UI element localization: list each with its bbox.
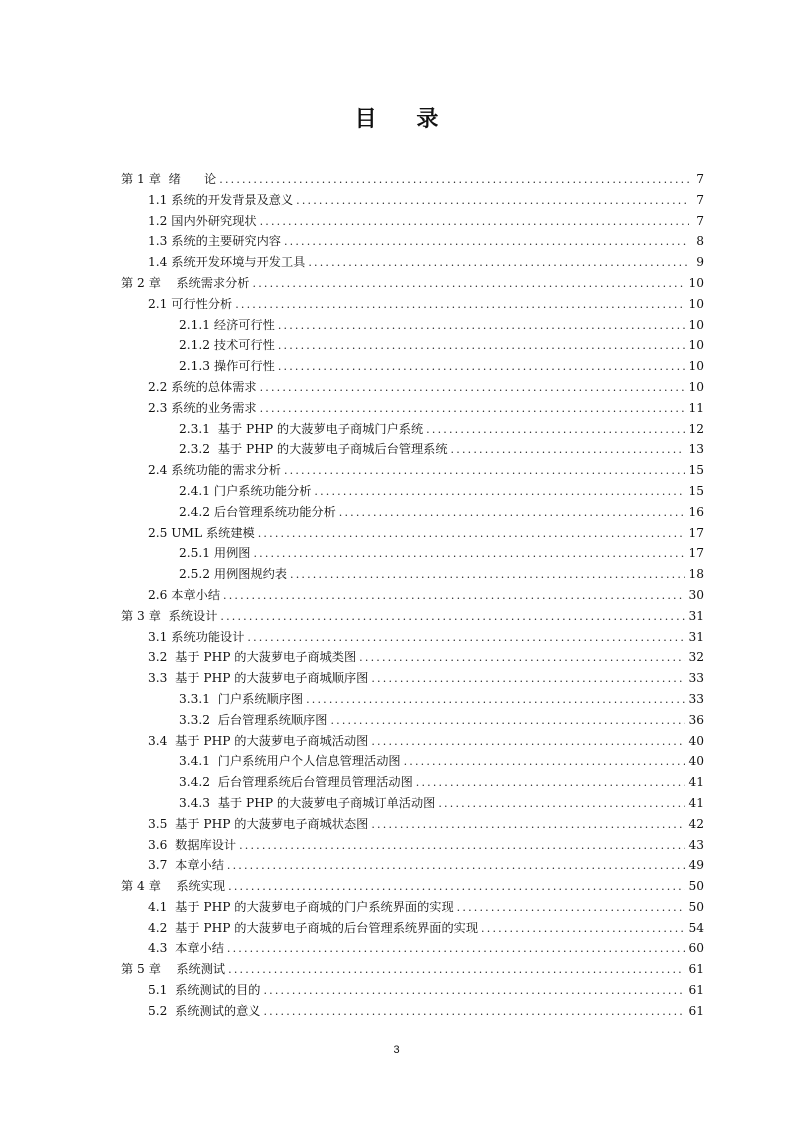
toc-entry-page: 10 [688, 275, 704, 290]
dot-leader [220, 610, 685, 623]
toc-entry-page: 31 [688, 608, 704, 623]
toc-entry-label: 2.1.2 技术可行性 [179, 338, 275, 353]
dot-leader [371, 818, 685, 831]
toc-entry-label: 3.4.1 门户系统用户个人信息管理活动图 [179, 754, 401, 769]
toc-entry-page: 8 [696, 234, 704, 249]
toc-entry[interactable] [121, 440, 704, 461]
toc-entry[interactable] [121, 420, 704, 441]
toc-entry[interactable] [121, 544, 704, 565]
toc-entry-page: 41 [688, 775, 704, 790]
dot-leader [239, 839, 685, 852]
toc-entry[interactable] [121, 690, 704, 711]
toc-entry-page: 54 [688, 920, 704, 935]
toc-entry-label: 第 5 章 系统测试 [121, 962, 226, 977]
toc-entry-page: 9 [696, 255, 704, 270]
toc-entry-label: 3.2 基于 PHP 的大菠萝电子商城类图 [148, 650, 357, 665]
dot-leader [253, 277, 686, 290]
toc-entry[interactable] [121, 503, 704, 524]
toc-entry[interactable] [121, 773, 704, 794]
toc-entry-page: 7 [696, 172, 704, 186]
toc-entry-label: 3.3.2 后台管理系统顺序图 [179, 712, 328, 727]
toc-entry-label: 2.4 系统功能的需求分析 [148, 463, 281, 478]
toc-entry-page: 49 [688, 858, 704, 873]
toc-entry-label: 3.4.3 基于 PHP 的大菠萝电子商城订单活动图 [179, 795, 436, 810]
dot-leader [451, 443, 686, 456]
toc-entry-page: 31 [688, 629, 704, 644]
dot-leader [481, 922, 685, 935]
toc-entry-label: 第 2 章 系统需求分析 [121, 275, 250, 290]
dot-leader [290, 568, 685, 581]
toc-entry-page: 13 [688, 442, 704, 457]
toc-entry-label: 第 1 章 绪 论 [121, 172, 217, 186]
dot-leader [416, 776, 686, 789]
toc-entry-page: 61 [688, 962, 704, 977]
toc-entry[interactable] [121, 565, 704, 586]
toc-entry[interactable] [121, 856, 704, 877]
toc-entry-page: 33 [688, 671, 704, 686]
toc-entry-page: 60 [688, 941, 704, 956]
toc-entry-page: 7 [696, 192, 704, 207]
toc-entry[interactable] [121, 336, 704, 357]
dot-leader [227, 859, 686, 872]
toc-entry[interactable] [121, 586, 704, 607]
toc-entry-page: 40 [688, 754, 704, 769]
dot-leader [260, 381, 686, 394]
toc-entry[interactable] [121, 295, 704, 316]
dot-leader [426, 423, 685, 436]
toc-entry[interactable] [121, 960, 704, 981]
dot-leader [235, 298, 685, 311]
dot-leader [306, 693, 685, 706]
toc-entry-label: 1.2 国内外研究现状 [148, 213, 257, 228]
toc-entry-page: 61 [688, 1003, 704, 1018]
toc-entry-page: 18 [688, 567, 704, 582]
toc-entry-label: 2.1.3 操作可行性 [179, 359, 275, 374]
toc-entry[interactable] [121, 939, 704, 960]
toc-entry[interactable] [121, 170, 704, 191]
toc-entry[interactable] [121, 919, 704, 940]
toc-entry[interactable] [121, 836, 704, 857]
toc-entry[interactable] [121, 648, 704, 669]
page-number: 3 [393, 1044, 400, 1056]
toc-entry-label: 4.1 基于 PHP 的大菠萝电子商城的门户系统界面的实现 [148, 899, 454, 914]
dot-leader [371, 735, 685, 748]
toc-entry-page: 12 [688, 421, 704, 436]
toc-entry[interactable] [121, 461, 704, 482]
dot-leader [308, 256, 689, 269]
dot-leader [284, 464, 686, 477]
toc-entry-page: 32 [688, 650, 704, 665]
toc-entry[interactable] [121, 316, 704, 337]
toc-entry[interactable] [121, 482, 704, 503]
toc-entry-page: 10 [688, 317, 704, 332]
toc-entry-page: 17 [688, 546, 704, 561]
page-title: 目 录 [354, 106, 455, 132]
toc-entry-page: 33 [688, 691, 704, 706]
dot-leader [260, 215, 689, 228]
toc-entry-label: 2.2 系统的总体需求 [148, 379, 257, 394]
toc-entry-label: 2.4.2 后台管理系统功能分析 [179, 504, 336, 519]
toc-entry-label: 5.2 系统测试的意义 [148, 1003, 261, 1018]
toc-entry[interactable] [121, 399, 704, 420]
dot-leader [258, 527, 686, 540]
dot-leader [339, 506, 686, 519]
toc-entry-page: 15 [688, 483, 704, 498]
dot-leader [278, 360, 686, 373]
toc-entry-label: 2.6 本章小结 [148, 587, 221, 602]
toc-entry-page: 42 [688, 816, 704, 831]
dot-leader [253, 547, 685, 560]
toc-entry-page: 50 [688, 899, 704, 914]
toc-entry-label: 4.3 本章小结 [148, 941, 224, 956]
dot-leader [278, 339, 686, 352]
toc-entry[interactable] [121, 628, 704, 649]
toc-entry-label: 3.3 基于 PHP 的大菠萝电子商城顺序图 [148, 671, 369, 686]
dot-leader [359, 651, 685, 664]
toc-entry[interactable] [121, 232, 704, 253]
toc-entry-label: 2.3.1 基于 PHP 的大菠萝电子商城门户系统 [179, 421, 424, 436]
toc-entry-label: 5.1 系统测试的目的 [148, 983, 261, 998]
toc-entry-page: 36 [688, 712, 704, 727]
toc-entry-page: 10 [688, 296, 704, 311]
toc-entry[interactable] [121, 378, 704, 399]
toc-entry-label: 3.4.2 后台管理系统后台管理员管理活动图 [179, 775, 413, 790]
toc-entry[interactable] [121, 357, 704, 378]
dot-leader [228, 880, 685, 893]
dot-leader [263, 1005, 685, 1018]
toc-entry-page: 17 [688, 525, 704, 540]
toc-entry-label: 1.1 系统的开发背景及意义 [148, 192, 294, 207]
toc-entry-label: 3.7 本章小结 [148, 858, 224, 873]
toc-entry-label: 2.3.2 基于 PHP 的大菠萝电子商城后台管理系统 [179, 442, 448, 457]
toc-entry-label: 2.3 系统的业务需求 [148, 400, 257, 415]
toc-entry-label: 2.5.1 用例图 [179, 546, 251, 561]
dot-leader [278, 319, 686, 332]
toc-entry-label: 4.2 基于 PHP 的大菠萝电子商城的后台管理系统界面的实现 [148, 920, 479, 935]
toc-entry[interactable] [121, 524, 704, 545]
toc-entry[interactable] [121, 981, 704, 1002]
toc-entry-label: 2.4.1 门户系统功能分析 [179, 483, 312, 498]
toc-entry-page: 11 [688, 400, 704, 415]
toc-entry-page: 50 [688, 879, 704, 894]
dot-leader [263, 984, 685, 997]
dot-leader [371, 672, 685, 685]
dot-leader [314, 485, 685, 498]
toc-entry-page: 10 [688, 338, 704, 353]
dot-leader [296, 194, 689, 207]
toc-entry-label: 2.5.2 用例图规约表 [179, 567, 288, 582]
toc-entry-label: 3.4 基于 PHP 的大菠萝电子商城活动图 [148, 733, 369, 748]
toc-entry-label: 2.5 UML 系统建模 [148, 525, 255, 540]
dot-leader [247, 631, 685, 644]
toc-entry[interactable] [121, 711, 704, 732]
toc-entry[interactable] [121, 274, 704, 295]
toc-entry[interactable] [121, 1002, 704, 1023]
toc-entry-page: 10 [688, 379, 704, 394]
toc-entry-label: 2.1.1 经济可行性 [179, 317, 275, 332]
toc-entry-label: 第 4 章 系统实现 [121, 879, 226, 894]
dot-leader [223, 589, 685, 602]
dot-leader [457, 901, 686, 914]
toc-entry[interactable] [121, 669, 704, 690]
dot-leader [330, 714, 685, 727]
toc-entry-page: 41 [688, 795, 704, 810]
dot-leader [438, 797, 685, 810]
toc-entry-page: 10 [688, 359, 704, 374]
toc-entry[interactable] [121, 752, 704, 773]
toc-entry-page: 61 [688, 983, 704, 998]
toc-entry[interactable] [121, 732, 704, 753]
table-of-contents [121, 170, 704, 1023]
toc-entry[interactable] [121, 212, 704, 233]
toc-entry-page: 7 [696, 213, 704, 228]
toc-entry-label: 2.1 可行性分析 [148, 296, 233, 311]
toc-entry-label: 3.5 基于 PHP 的大菠萝电子商城状态图 [148, 816, 369, 831]
toc-entry-page: 40 [688, 733, 704, 748]
toc-entry[interactable] [121, 794, 704, 815]
dot-leader [227, 942, 686, 955]
toc-entry-label: 第 3 章 系统设计 [121, 608, 218, 623]
dot-leader [219, 173, 689, 186]
toc-entry-page: 43 [688, 837, 704, 852]
toc-entry[interactable] [121, 253, 704, 274]
dot-leader [404, 755, 686, 768]
toc-entry[interactable] [121, 607, 704, 628]
toc-entry-label: 3.1 系统功能设计 [148, 629, 245, 644]
dot-leader [260, 402, 686, 415]
toc-entry-page: 15 [688, 463, 704, 478]
toc-entry[interactable] [121, 898, 704, 919]
toc-entry[interactable] [121, 815, 704, 836]
toc-entry-page: 30 [688, 587, 704, 602]
toc-entry-label: 3.3.1 门户系统顺序图 [179, 691, 304, 706]
dot-leader [284, 235, 689, 248]
toc-entry-label: 1.3 系统的主要研究内容 [148, 234, 281, 249]
toc-entry-label: 3.6 数据库设计 [148, 837, 237, 852]
dot-leader [228, 963, 685, 976]
toc-entry-page: 16 [688, 504, 704, 519]
toc-entry[interactable] [121, 877, 704, 898]
toc-entry-label: 1.4 系统开发环境与开发工具 [148, 255, 306, 270]
toc-entry[interactable] [121, 191, 704, 212]
